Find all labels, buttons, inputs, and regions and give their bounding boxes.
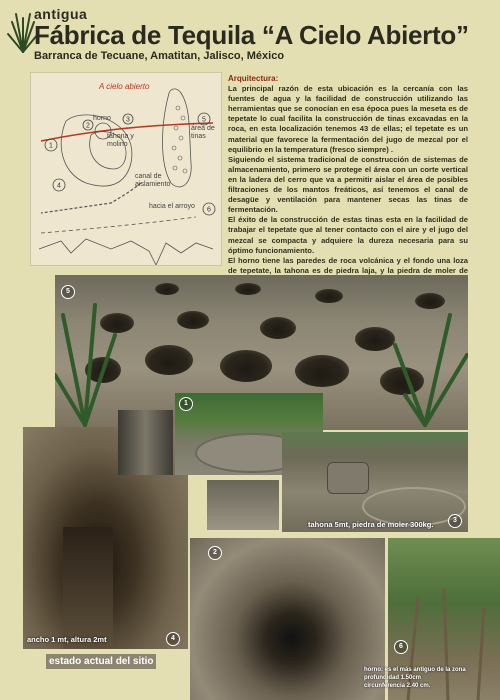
photo-number-6: 6 <box>394 640 408 654</box>
map-marker-2: 2 <box>86 122 90 130</box>
architecture-paragraph-1: La principal razón de esta ubicación es la cercanía con las fuentes de agua y la facilidad de construcción utilizando las herramientas que se conocían en esa época pues la meseta es de tepetate lo cual facilita la construcción de tinas excavadas en la roca, en esta localización tenemos 43 de ellas; el tepetate es un material que favorece la fermentación del jugo de mezcal por el equilibrio en la temperatura (fresco siempre) . <box>228 84 468 154</box>
caption-tahona: tahona 5mt, piedra de moler 300kg. <box>308 520 434 529</box>
map-title: A cielo abierto <box>99 82 150 91</box>
caption-canal: ancho 1 mt, altura 2mt <box>27 635 107 644</box>
caption-horno-2: profundidad 1.50cm <box>364 675 422 681</box>
map-marker-3: 3 <box>126 116 130 124</box>
page-subtitle: Barranca de Tecuane, Amatitan, Jalisco, México <box>34 50 285 62</box>
site-map-drawing <box>31 73 221 265</box>
map-label-canal: canal de aislamiento <box>135 173 171 188</box>
canal-floor <box>63 527 113 649</box>
map-marker-5: 5 <box>202 116 206 124</box>
map-label-horno: horno <box>93 115 111 122</box>
map-marker-4: 4 <box>57 182 61 190</box>
photo-canal-inset <box>118 410 173 475</box>
photo-stones-inset <box>207 480 279 530</box>
map-marker-1: 1 <box>49 142 53 150</box>
map-marker-6: 6 <box>207 206 211 214</box>
architecture-heading: Arquitectura: <box>228 74 279 83</box>
header-small-title: antigua <box>34 6 88 22</box>
map-label-tahona: tahona y molino <box>107 133 134 148</box>
architecture-paragraph-2: Siguiendo el sistema tradicional de construcción de sistemas de almacenamiento, primero se protege el área con un corte vertical en la ladera del cerro que va a permitir aislar el área de posibles filtraciones de los mantos freáticos, así tenemos el canal de desagüe y ventilación para mantener secas las tinas de fermentación. <box>228 154 468 215</box>
architecture-paragraph-3: El éxito de la construcción de estas tinas esta en la facilidad de trabajar el tepetate que al tener contacto con el aire y el jugo del mezcal se compacta y adquiere la dureza necesaria para su óptimo funcionamiento. <box>228 215 468 255</box>
caption-horno-3: circunferencia 2.40 cm. <box>364 683 431 689</box>
caption-horno-1: horno: es el más antiguo de la zona <box>364 667 466 673</box>
page-title: Fábrica de Tequila “A Cielo Abierto” <box>34 20 469 50</box>
photo-number-5: 5 <box>61 285 75 299</box>
architecture-paragraph-4: El horno tiene las paredes de roca volcánica y el fondo una loza de tepetate, la tahona es de piedra laja, y la piedra de moler de <box>228 255 468 275</box>
photo-number-4: 4 <box>166 632 180 646</box>
photo-number-1: 1 <box>179 397 193 411</box>
photo-number-2: 2 <box>208 546 222 560</box>
site-map <box>30 72 222 266</box>
map-label-area: área de tinas <box>191 125 215 140</box>
photo-number-3: 3 <box>448 514 462 528</box>
architecture-text <box>228 74 468 286</box>
map-label-arroyo: hacia el arroyo <box>149 203 195 210</box>
photo-horno <box>190 538 385 700</box>
photo-tahona <box>282 432 468 532</box>
millstone <box>327 462 369 494</box>
site-status-label: estado actual del sitio <box>46 654 156 669</box>
